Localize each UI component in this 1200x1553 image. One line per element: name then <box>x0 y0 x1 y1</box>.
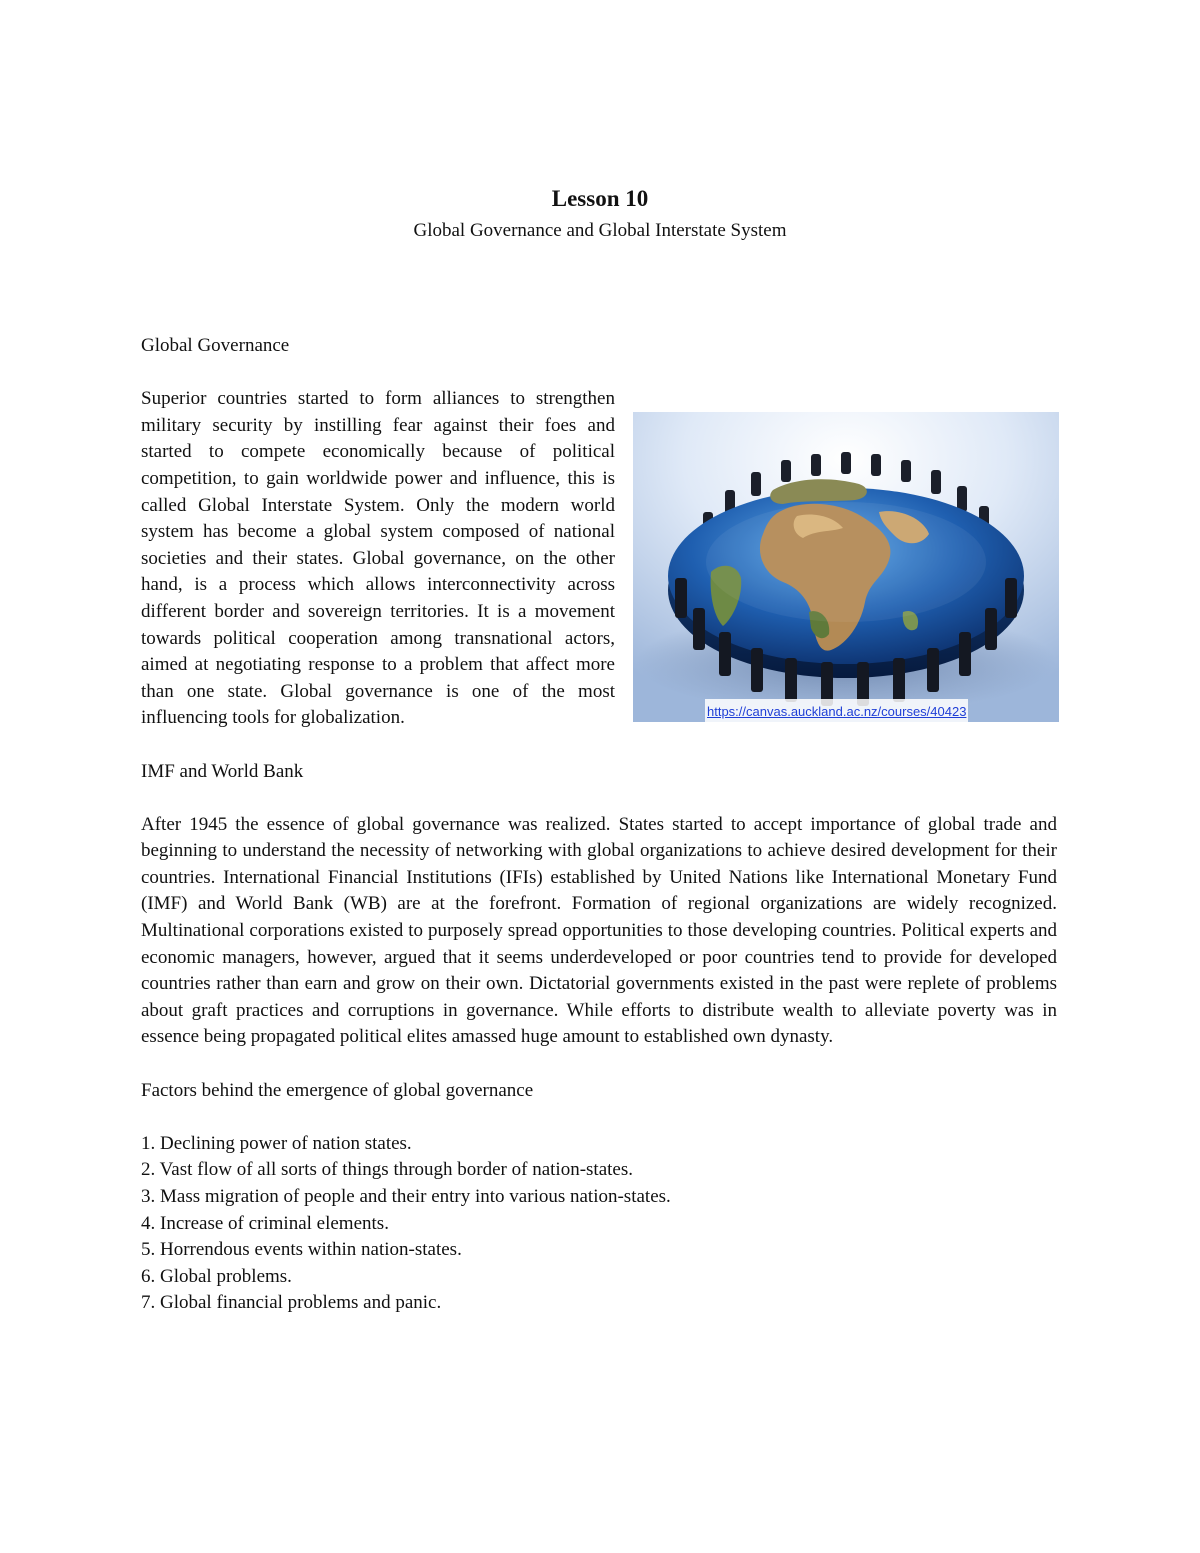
globe-conference-table-image <box>633 412 1059 722</box>
list-item: 6. Global problems. <box>141 1265 292 1287</box>
page-subtitle: Global Governance and Global Interstate System <box>413 220 787 241</box>
globe-table-illustration <box>633 412 1059 722</box>
list-item: 7. Global financial problems and panic. <box>141 1292 442 1314</box>
list-item: 2. Vast flow of all sorts of things through border of nation-states. <box>141 1159 633 1181</box>
list-item: 5. Horrendous events within nation-states. <box>141 1239 462 1261</box>
global-governance-paragraph: Superior countries started to form alliances to strengthen military security by instilling fear against their foes and started to compete economically because of political competition, to gain worldwide power and influence, this is called Global Interstate System. Only the modern world system has become a global system composed of national societies and their states. Global governance, on the other hand, is a process which allows interconnectivity across different border and sovereign territories. It is a movement towards political cooperation among transnational actors, aimed at negotiating response to a problem that affect more than one state. Global governance is one of the most influencing tools for globalization. <box>141 388 615 729</box>
section-heading-factors: Factors behind the emergence of global governance <box>141 1079 534 1101</box>
list-item: 3. Mass migration of people and their entry into various nation-states. <box>141 1186 671 1207</box>
list-item: 1. Declining power of nation states. <box>141 1132 412 1154</box>
factors-list <box>141 1131 1057 1317</box>
page-title: Lesson 10 <box>551 186 649 211</box>
section-heading-global-governance: Global Governance <box>141 335 290 356</box>
document-body <box>141 333 1057 1317</box>
section-heading-imf-world-bank: IMF and World Bank <box>141 760 304 782</box>
list-item: 4. Increase of criminal elements. <box>141 1212 389 1234</box>
imf-world-bank-paragraph: After 1945 the essence of global governance was realized. States started to accept importance of global trade and beginning to understand the necessity of networking with global organizations to achieve desired development for their countries. International Financial Institutions (IFIs) established by United Nations like International Monetary Fund (IMF) and World Bank (WB) are at the forefront. Formation of regional organizations are widely recognized. Multinational corporations existed to purposely spread opportunities to those developing countries. Political experts and economic managers, however, argued that it seems underdeveloped or poor countries tend to provide for developed countries rather than earn and grow on their own. Dictatorial governments existed in the past were replete of problems about graft practices and corruptions in governance. While efforts to distribute wealth to alleviate poverty was in essence being propagated political elites amassed huge amount to established own dynasty. <box>141 813 1057 1048</box>
image-source-link[interactable]: https://canvas.auckland.ac.nz/courses/40423 <box>705 699 968 726</box>
